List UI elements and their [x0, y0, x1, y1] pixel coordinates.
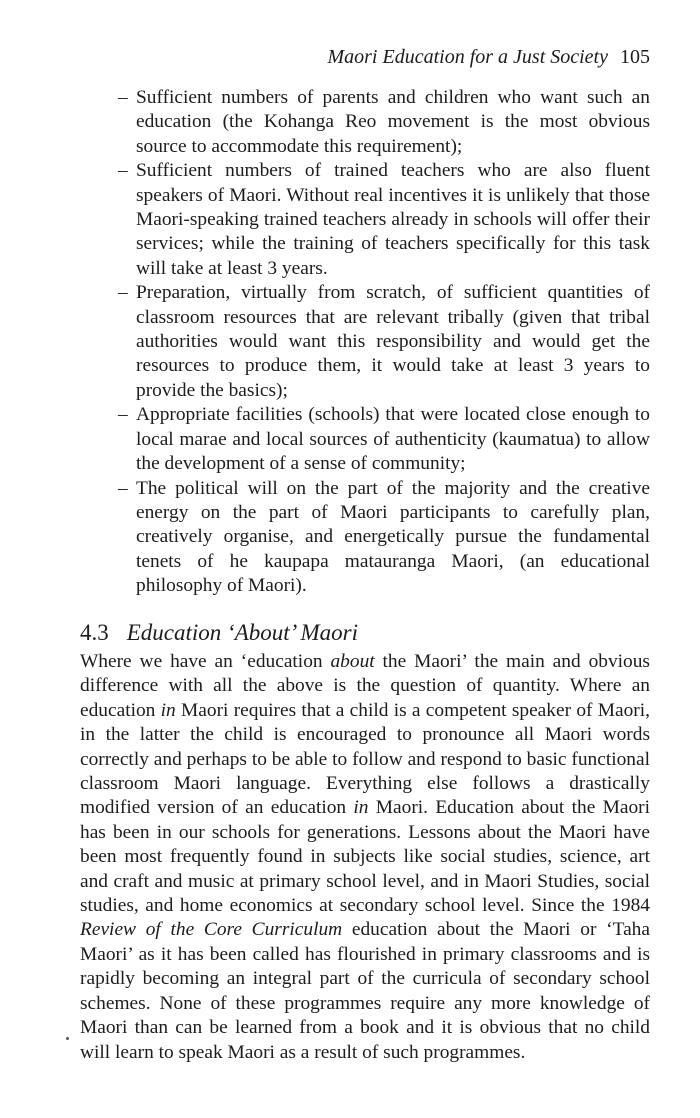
list-dash: – [118, 160, 128, 182]
list-item [118, 477, 650, 599]
list-item-text: Preparation, virtually from scratch, of sufficient quantities of classroom resources that are relevant tribally (given that tribal authorities would want this responsibility and would get the resources to produce them, it would take at least 3 years to provide the basics); [136, 282, 650, 401]
body-text-run: education about the Maori or ‘Taha Maori’ as it has been called has flourished in primary classrooms and is rapidly becoming an integral part of the curricula of secondary school schemes. None of these programmes require any more knowledge of Maori than can be learned from a book and it is obvious that no child will learn to speak Maori as a result of such programmes. [80, 919, 650, 1063]
section-number: 4.3 [80, 620, 109, 645]
list-item [118, 403, 650, 476]
page-number: 105 [620, 46, 650, 68]
list-item [118, 86, 650, 159]
section-title: Education ‘About’ Maori [126, 620, 358, 645]
body-emphasis: about [330, 651, 375, 672]
list-dash: – [118, 282, 128, 304]
book-title-emphasis: Review of the Core Curriculum [80, 919, 343, 941]
body-paragraph [80, 650, 650, 1065]
requirements-list [118, 86, 650, 599]
list-item [118, 159, 650, 281]
running-head [327, 44, 650, 70]
section-heading [80, 618, 358, 648]
list-item-text: Sufficient numbers of trained teachers who are also fluent speakers of Maori. Without real incentives it is unlikely that those Maori-speaking trained teachers already in schools will offer their services; while the training of teachers specifically for this task will take at least 3 years. [136, 160, 650, 279]
list-item [118, 281, 650, 403]
list-dash: – [118, 404, 128, 426]
list-item-text: Sufficient numbers of parents and children who want such an education (the Kohanga Reo movement is the most obvious source to accommodate this requirement); [136, 87, 650, 157]
body-text-run: the Maori’ the main and obvious difference with all the above is the question of quantity. Where an education [80, 651, 650, 721]
body-text-run: Where we have an ‘education [80, 651, 331, 672]
margin-mark [66, 1037, 69, 1040]
body-emphasis: in [160, 699, 176, 721]
list-item-text: Appropriate facilities (schools) that were located close enough to local marae and local sources of authenticity (kaumatua) to allow the development of a sense of community; [136, 404, 650, 475]
body-text-run: Maori. Education about the Maori has been in our schools for generations. Lessons about the Maori have been most frequently found in subjects like social studies, science, art and craft and music at primary school level, and in Maori Studies, social studies, and home economics at secondary school level. Since the 1984 [80, 797, 650, 917]
list-dash: – [118, 87, 128, 108]
running-head-title: Maori Education for a Just Society [327, 46, 608, 68]
body-text-run: Maori requires that a child is a competent speaker of Maori, in the latter the child is encouraged to pronounce all Maori words correctly and perhaps to be able to follow and respond to basic functional classroom Maori language. Everything else follows a drastically modified version of an education [80, 699, 650, 819]
body-emphasis: in [353, 797, 369, 819]
list-dash: – [118, 477, 128, 499]
list-item-text: The political will on the part of the majority and the creative energy on the part of Maori participants to carefully plan, creatively organise, and energetically pursue the fundamental tenets of he kaupapa matauranga Maori, (an educational philosophy of Maori). [136, 477, 650, 597]
